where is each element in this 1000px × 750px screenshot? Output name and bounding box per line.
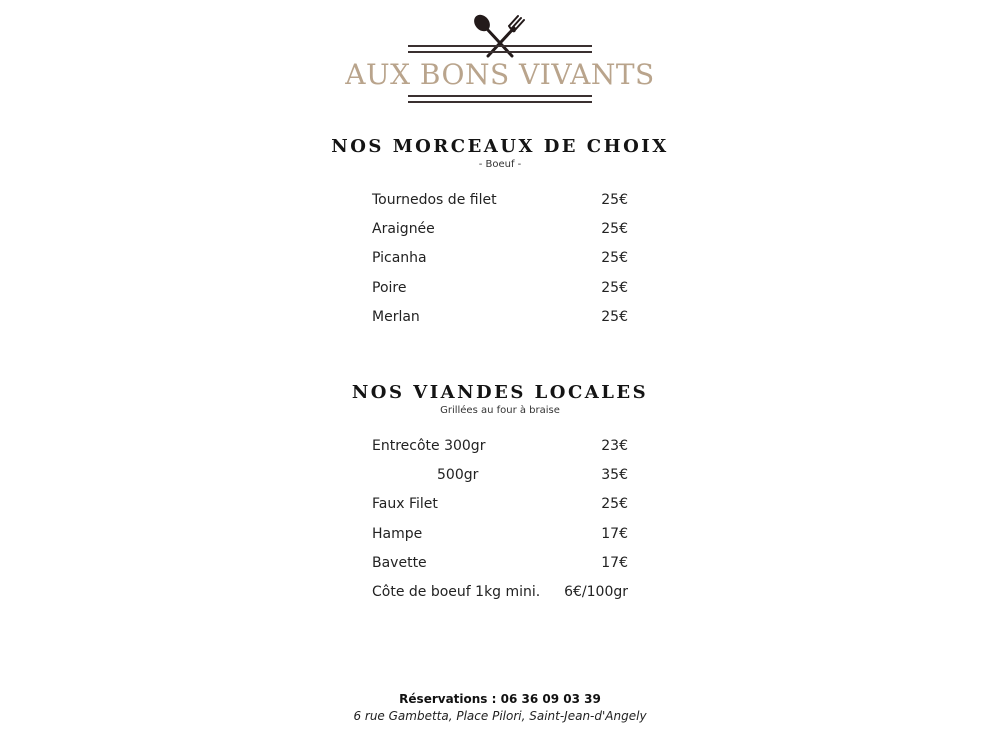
logo-rule-upper-1 (408, 45, 592, 47)
menu-item-price: 25€ (601, 250, 628, 266)
restaurant-address: 6 rue Gambetta, Place Pilori, Saint-Jean-d'Angely (353, 709, 647, 723)
menu-item (372, 526, 628, 548)
menu-item (372, 496, 628, 518)
menu-item-price: 23€ (601, 438, 628, 454)
section-subtitle-morceaux: - Boeuf - (478, 159, 522, 170)
menu-item-price: 35€ (601, 467, 628, 483)
menu-item-name: Tournedos de filet (372, 192, 497, 208)
menu-item-name: Faux Filet (372, 496, 438, 512)
menu-item (372, 438, 628, 460)
menu-item-name: Côte de boeuf 1kg mini. (372, 584, 541, 600)
menu-item (372, 467, 628, 489)
logo-rule-lower-1 (408, 95, 592, 97)
restaurant-logo (0, 0, 1000, 110)
menu-item (372, 250, 628, 272)
menu-item (372, 584, 628, 606)
menu-item-price: 25€ (601, 221, 628, 237)
menu-item (372, 555, 628, 577)
section-subtitle-viandes: Grillées au four à braise (440, 405, 560, 416)
menu-item-name: Poire (372, 280, 407, 296)
menu-item (372, 280, 628, 302)
menu-item-name: Bavette (372, 555, 427, 571)
restaurant-name: AUX BONS VIVANTS (345, 58, 655, 91)
menu-item-name: 500gr (437, 467, 479, 483)
menu-item (372, 309, 628, 331)
section-title-viandes: NOS VIANDES LOCALES (351, 382, 649, 403)
menu-item-name: Araignée (372, 221, 435, 237)
menu-item-name: Hampe (372, 526, 423, 542)
menu-item-name: Picanha (372, 250, 427, 266)
menu-item-price: 25€ (601, 309, 628, 325)
logo-rule-upper-2 (408, 51, 592, 53)
menu-item-price: 25€ (601, 192, 628, 208)
menu-item-price: 25€ (601, 496, 628, 512)
reservations-phone: Réservations : 06 36 09 03 39 (399, 692, 601, 706)
menu-item (372, 192, 628, 214)
menu-item-price: 17€ (601, 555, 628, 571)
logo-rule-lower-2 (408, 101, 592, 103)
menu-item-name: Merlan (372, 309, 420, 325)
menu-item-name: Entrecôte 300gr (372, 438, 486, 454)
menu-item-price: 6€/100gr (564, 584, 628, 600)
menu-item-price: 25€ (601, 280, 628, 296)
section-title-morceaux: NOS MORCEAUX DE CHOIX (331, 136, 669, 157)
menu-item (372, 221, 628, 243)
menu-item-price: 17€ (601, 526, 628, 542)
